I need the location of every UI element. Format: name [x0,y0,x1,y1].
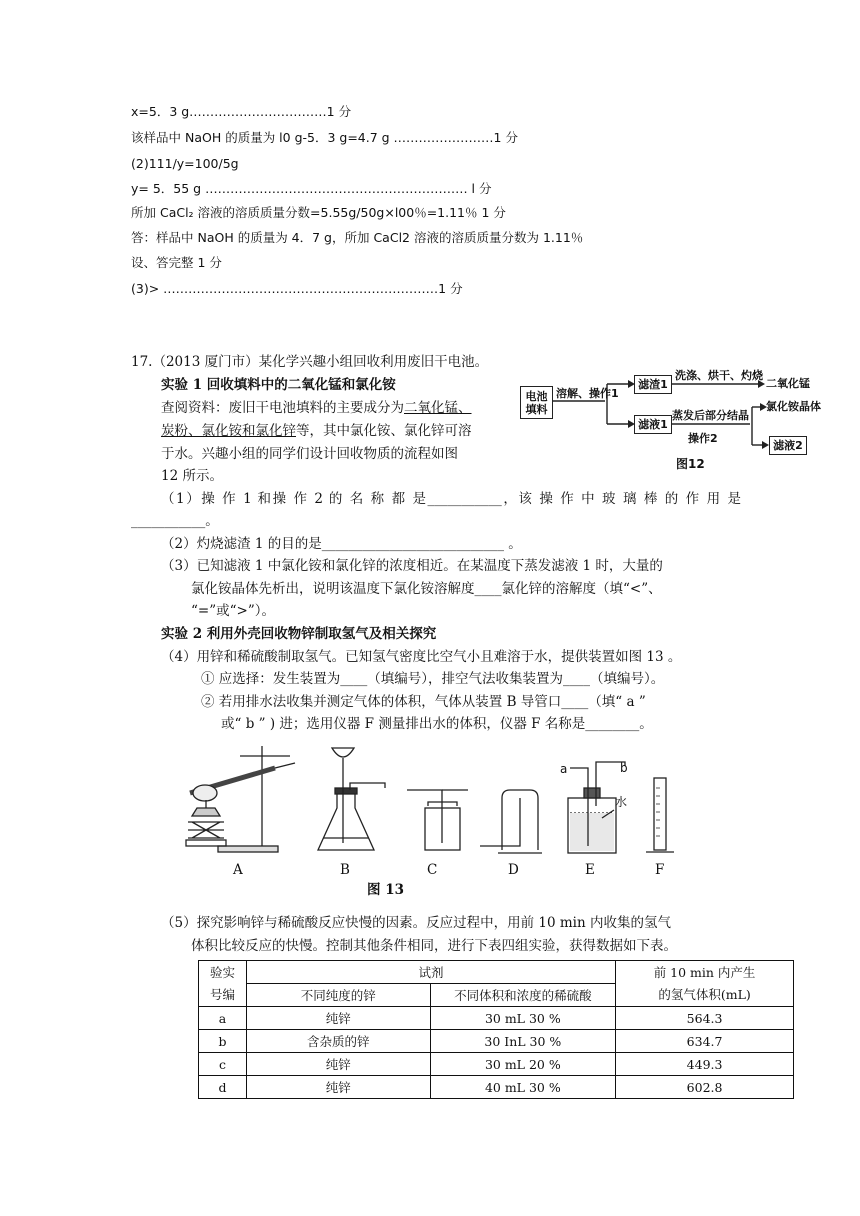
cell-id: d [199,1076,247,1099]
flowchart-op2-label: 操作2 [688,432,718,445]
cell-acid: 30 mL 20 % [430,1053,616,1076]
cell-volume: 449.3 [616,1053,794,1076]
apparatus-label-a: A [233,862,243,878]
solution-line-8: (3)> …………………………………………………………1 分 [131,281,463,296]
question-3-line-3: “=”或“>”）。 [191,603,275,619]
solution-line-7: 设、答完整 1 分 [131,255,222,270]
solution-line-4: y= 5．55 g ……………………………………………………… l 分 [131,181,492,196]
solution-line-5: 所加 CaCl₂ 溶液的溶质质量分数=5.55g/50g×l00％=1.11％ 1 分 [131,205,506,220]
cell-id: c [199,1053,247,1076]
flowchart-residue-step: 洗涤、烘干、灼烧 [675,369,763,382]
flowchart-op1-label: 溶解、操作1 [556,387,619,400]
cell-zinc: 含杂质的锌 [246,1030,430,1053]
question-5-line-2: 体积比较反应的快慢。控制其他条件相同，进行下表四组实验，获得数据如下表。 [191,938,677,954]
cell-id: b [199,1030,247,1053]
header-acid: 不同体积和浓度的稀硫酸 [430,984,616,1007]
figure-13-caption: 图 13 [367,882,404,898]
question-3-line-1: （3）已知滤液 1 中氯化铵和氯化锌的浓度相近。在某温度下蒸发滤液 1 时，大量的 [161,558,663,574]
question-4-part-2-line-2: 或“ b ” ) 进；选用仪器 F 测量排出水的体积，仪器 F 名称是________。 [221,716,653,732]
solution-line-3: (2)111/y=100/5g [131,156,239,171]
apparatus-label-e: E [585,862,595,878]
header-zinc-purity: 不同纯度的锌 [246,984,430,1007]
solution-line-2: 该样品中 NaOH 的质量为 l0 g-5．3 g=4.7 g ……………………1 分 [131,130,518,145]
solution-line-1: x=5．3 g……………………………1 分 [131,104,352,119]
table-row [199,1007,794,1030]
apparatus-e-port-a: a [560,762,568,776]
apparatus-label-f: F [655,862,665,878]
question-17-title: 17.（2013 厦门市）某化学兴趣小组回收利用废旧干电池。 [131,354,489,370]
apparatus-c-gas-jar-downward [407,790,468,850]
apparatus-a-heating-setup [186,746,295,852]
question-1-line-2: ___________。 [131,513,219,529]
flowchart-filtrate-box: 滤液1 [634,415,672,434]
info-line-4: 12 所示。 [161,468,223,484]
cell-volume: 634.7 [616,1030,794,1053]
header-reagent: 试剂 [246,961,615,984]
info-line-2: 炭粉、氯化铵和氯化锌等，其中氯化铵、氯化锌可溶 [161,423,472,439]
info-line-1: 查阅资料：废旧干电池填料的主要成分为二氧化锰、 [161,400,472,416]
question-4-part-1: ① 应选择：发生装置为____（填编号），排空气法收集装置为____（填编号）。 [201,671,665,687]
question-5-line-1: （5）探究影响锌与稀硫酸反应快慢的因素。反应过程中，用前 10 min 内收集的氢气 [161,915,671,931]
table-row [199,1053,794,1076]
header-exp-number: 验实 号编 [199,961,247,1007]
cell-acid: 40 mL 30 % [430,1076,616,1099]
flowchart-caption: 图12 [676,457,705,471]
solution-line-6: 答：样品中 NaOH 的质量为 4．7 g，所加 CaCl2 溶液的溶质质量分数为 1.11％ [131,230,584,245]
experiment-1-title: 实验 1 回收填料中的二氧化锰和氯化铵 [161,377,396,393]
cell-volume: 602.8 [616,1076,794,1099]
question-2: （2）灼烧滤渣 1 的目的是___________________________ 。 [161,536,522,552]
flowchart-evaporation-step: 蒸发后部分结晶 [672,409,749,422]
info-line-3: 于水。兴趣小组的同学们设计回收物质的流程如图 [161,446,458,462]
table-row [199,1030,794,1053]
flowchart-product-nh4cl: 氯化铵晶体 [766,400,821,413]
flowchart-residue-box: 滤渣1 [634,375,672,394]
header-hydrogen-volume: 前 10 min 内产生 的氢气体积(mL) [616,961,794,1007]
apparatus-label-b: B [340,862,350,878]
table-row [199,1076,794,1099]
reaction-rate-table [198,960,794,1099]
apparatus-f-measuring-cylinder [646,778,674,852]
apparatus-b-conical-flask [318,748,385,850]
cell-zinc: 纯锌 [246,1076,430,1099]
cell-zinc: 纯锌 [246,1007,430,1030]
cell-volume: 564.3 [616,1007,794,1030]
apparatus-label-d: D [508,862,519,878]
question-3-line-2: 氯化铵晶体先析出，说明该温度下氯化铵溶解度____氯化锌的溶解度（填“<”、 [191,581,662,597]
apparatus-e-water-label: 水 [615,795,628,809]
question-1-line-1: （1）操 作 1 和操 作 2 的 名 称 都 是___________，该 操 作 中 玻 璃 棒 的 作 用 是 [161,491,741,507]
cell-acid: 30 InL 30 % [430,1030,616,1053]
experiment-2-title: 实验 2 利用外壳回收物锌制取氢气及相关探究 [161,626,437,642]
apparatus-d-gas-jar-upward [480,790,542,853]
cell-acid: 30 mL 30 % [430,1007,616,1030]
apparatus-e-port-b: b [620,761,628,775]
flowchart-start-box: 电池 填料 [520,386,553,419]
cell-zinc: 纯锌 [246,1053,430,1076]
question-4: （4）用锌和稀硫酸制取氢气。已知氢气密度比空气小且难溶于水，提供装置如图 13 。 [161,649,682,665]
apparatus-label-c: C [427,862,438,878]
flowchart-filtrate2-box: 滤液2 [769,436,807,455]
flowchart-arrows [0,0,860,480]
question-4-part-2-line-1: ② 若用排水法收集并测定气体的体积，气体从装置 B 导管口____（填“ a ” [201,694,646,710]
cell-id: a [199,1007,247,1030]
flowchart-product-mno2: 二氧化锰 [766,377,810,390]
